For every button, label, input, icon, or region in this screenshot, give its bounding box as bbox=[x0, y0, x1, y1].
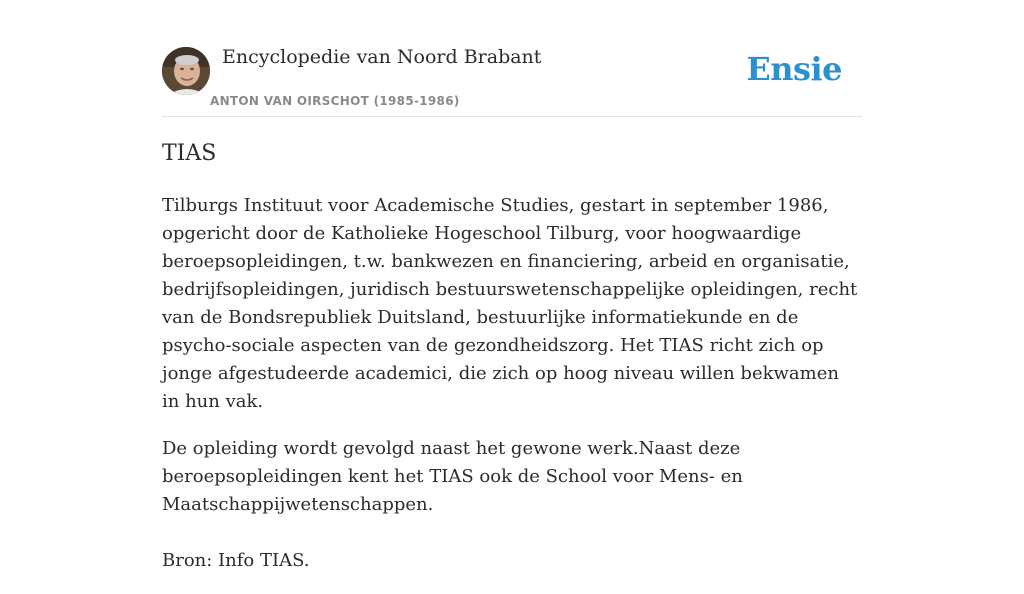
author-name[interactable]: ANTON VAN OIRSCHOT (1985-1986) bbox=[210, 94, 460, 108]
page-container bbox=[162, 0, 862, 571]
article-source: Bron: Info TIAS. bbox=[162, 550, 310, 571]
ensie-logo[interactable]: Ensie bbox=[746, 50, 842, 88]
article-title: TIAS bbox=[162, 141, 217, 166]
article-paragraph: Tilburgs Instituut voor Academische Studies, gestart in september 1986, opgericht door de Katholieke Hogeschool Tilburg, voor hoogwaardige beroepsopleidingen, t.w. bankwezen en financiering, arbeid en organisatie, bedrijfsopleidingen, juridisch bestuurswetenschappelijke opleidingen, recht van de Bondsrepubliek Duitsland, bestuurlijke informatiekunde en de psycho-sociale aspecten van de gezondheidszorg. Het TIAS richt zich op jonge afgestudeerde academici, die zich op hoog niveau willen bekwamen in hun vak. bbox=[162, 195, 858, 412]
header bbox=[162, 0, 862, 117]
site-title[interactable]: Encyclopedie van Noord Brabant bbox=[222, 46, 542, 68]
article-body bbox=[162, 192, 862, 594]
article-paragraph: De opleiding wordt gevolgd naast het gewone werk.Naast deze beroepsopleidingen kent het TIAS ook de School voor Mens- en Maatschappijwetenschappen. bbox=[162, 438, 743, 515]
author-avatar bbox=[162, 47, 210, 95]
